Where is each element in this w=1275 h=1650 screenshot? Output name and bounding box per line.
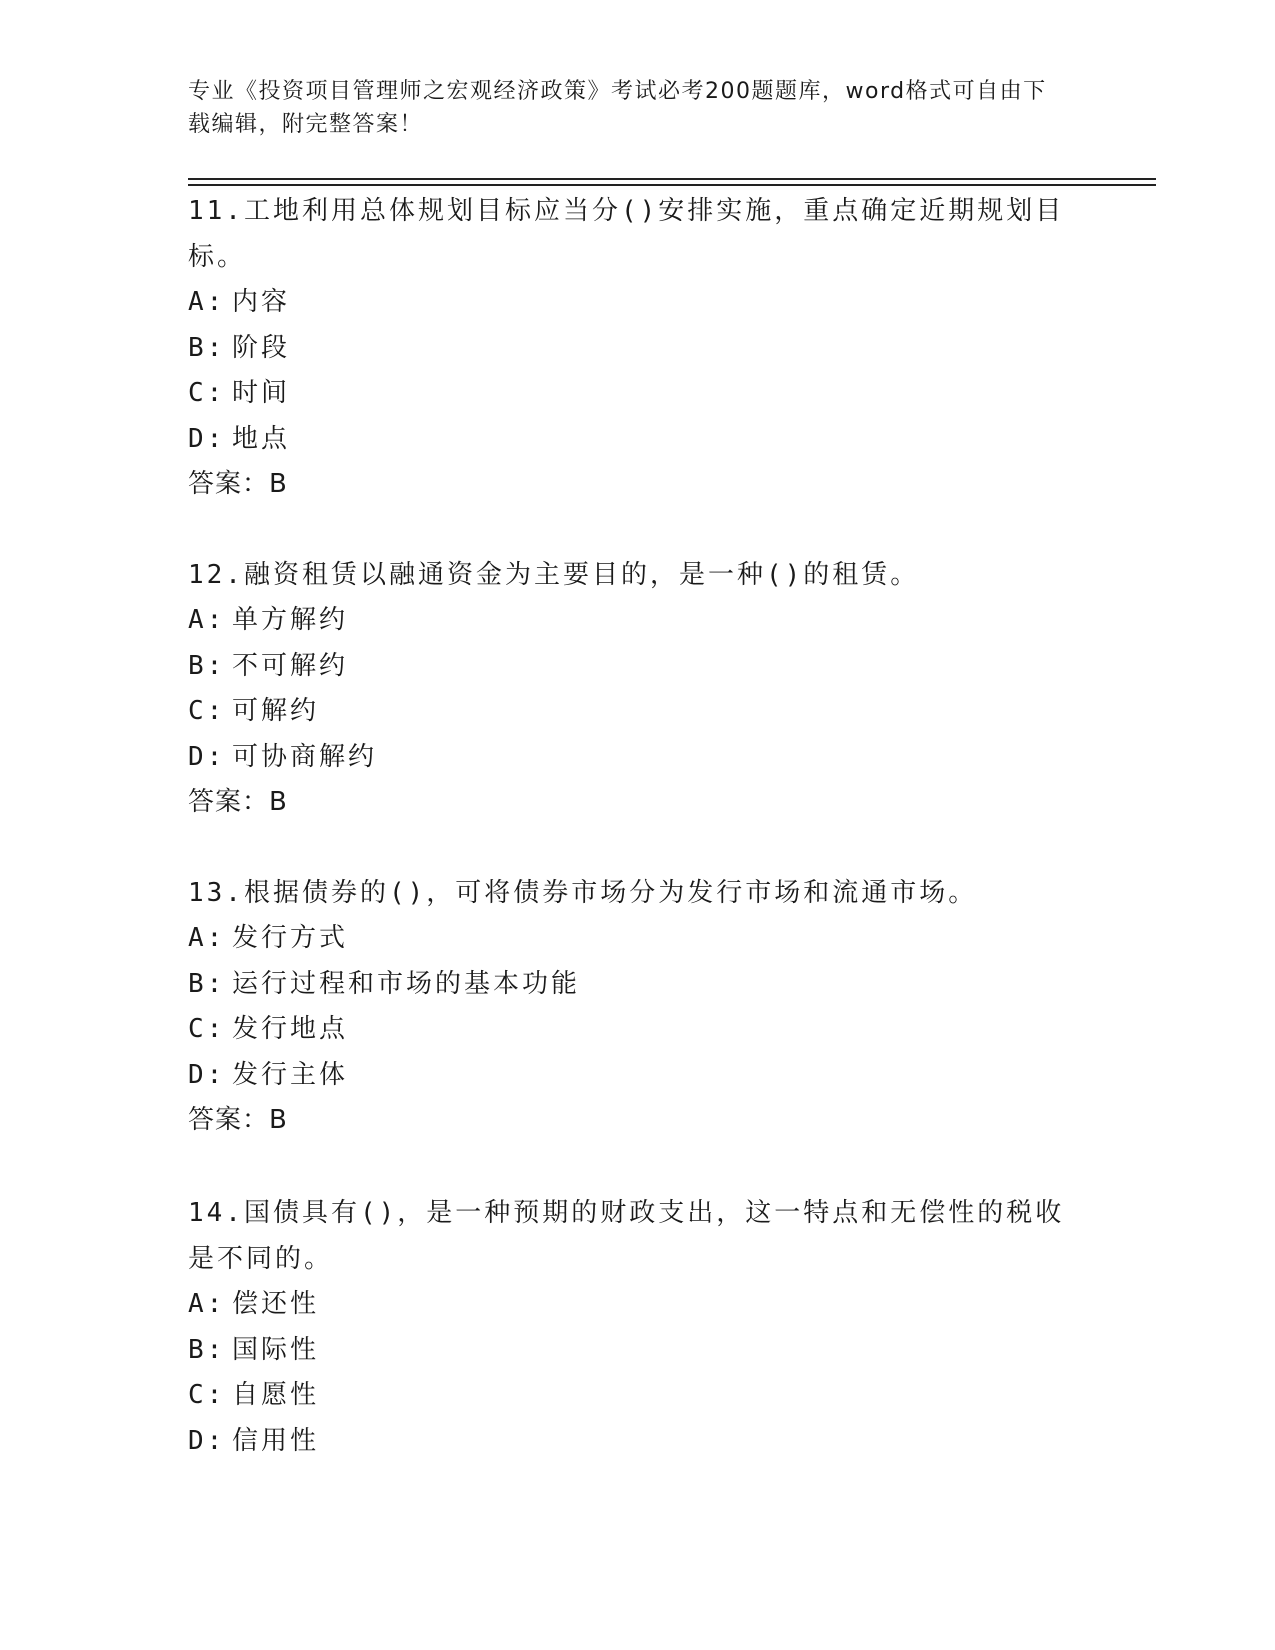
question-stem: 14.国债具有()，是一种预期的财政支出，这一特点和无偿性的税收是不同的。 (188, 1198, 1065, 1274)
option-letter: B: (188, 1334, 226, 1365)
header-divider-top (188, 178, 1156, 180)
option-c (188, 371, 1088, 417)
option-letter: D: (188, 741, 226, 772)
question-12 (188, 552, 1088, 825)
option-a (188, 598, 1088, 644)
option-text: 可解约 (232, 696, 320, 726)
option-letter: C: (188, 696, 226, 726)
option-text: 信用性 (232, 1425, 320, 1456)
question-14 (188, 1190, 1088, 1464)
option-b (188, 326, 1088, 372)
option-letter: A: (188, 605, 226, 635)
option-d (188, 1419, 1088, 1465)
option-text: 偿还性 (232, 1289, 320, 1319)
header-divider-bottom (188, 184, 1156, 186)
question-13 (188, 870, 1088, 1143)
option-letter: B: (188, 332, 226, 363)
option-text: 时间 (232, 378, 291, 408)
question-stem: 11.工地利用总体规划目标应当分()安排实施，重点确定近期规划目标。 (188, 196, 1065, 272)
document-header: 专业《投资项目管理师之宏观经济政策》考试必考200题题库，word格式可自由下载编辑，附完整答案！ (188, 79, 1047, 137)
option-letter: D: (188, 423, 226, 454)
option-text: 自愿性 (232, 1380, 320, 1410)
option-text: 发行地点 (232, 1014, 349, 1044)
option-text: 国际性 (232, 1334, 320, 1365)
option-c (188, 1007, 1088, 1053)
option-text: 内容 (232, 287, 291, 317)
option-text: 发行主体 (232, 1059, 349, 1090)
option-text: 阶段 (232, 332, 291, 363)
option-b (188, 644, 1088, 690)
option-d (188, 735, 1088, 781)
option-text: 不可解约 (232, 650, 349, 681)
question-11 (188, 188, 1088, 507)
option-letter: B: (188, 968, 226, 999)
option-a (188, 916, 1088, 962)
option-letter: B: (188, 650, 226, 681)
option-text: 运行过程和市场的基本功能 (232, 968, 581, 999)
answer-line: 答案：B (188, 1105, 288, 1135)
option-letter: C: (188, 378, 226, 408)
option-text: 发行方式 (232, 923, 349, 953)
option-letter: C: (188, 1380, 226, 1410)
option-text: 可协商解约 (232, 741, 378, 772)
option-letter: A: (188, 287, 226, 317)
option-c (188, 689, 1088, 735)
option-b (188, 1328, 1088, 1374)
option-letter: A: (188, 923, 226, 953)
option-letter: A: (188, 1289, 226, 1319)
option-d (188, 417, 1088, 463)
question-stem: 13.根据债券的()，可将债券市场分为发行市场和流通市场。 (188, 878, 978, 908)
answer-line: 答案：B (188, 469, 288, 499)
option-letter: D: (188, 1059, 226, 1090)
question-stem: 12.融资租赁以融通资金为主要目的，是一种()的租赁。 (188, 560, 920, 590)
option-letter: D: (188, 1425, 226, 1456)
option-a (188, 1282, 1088, 1328)
option-a (188, 280, 1088, 326)
option-text: 单方解约 (232, 605, 349, 635)
option-text: 地点 (232, 423, 291, 454)
option-d (188, 1053, 1088, 1099)
option-b (188, 962, 1088, 1008)
answer-line: 答案：B (188, 787, 288, 817)
option-letter: C: (188, 1014, 226, 1044)
option-c (188, 1373, 1088, 1419)
